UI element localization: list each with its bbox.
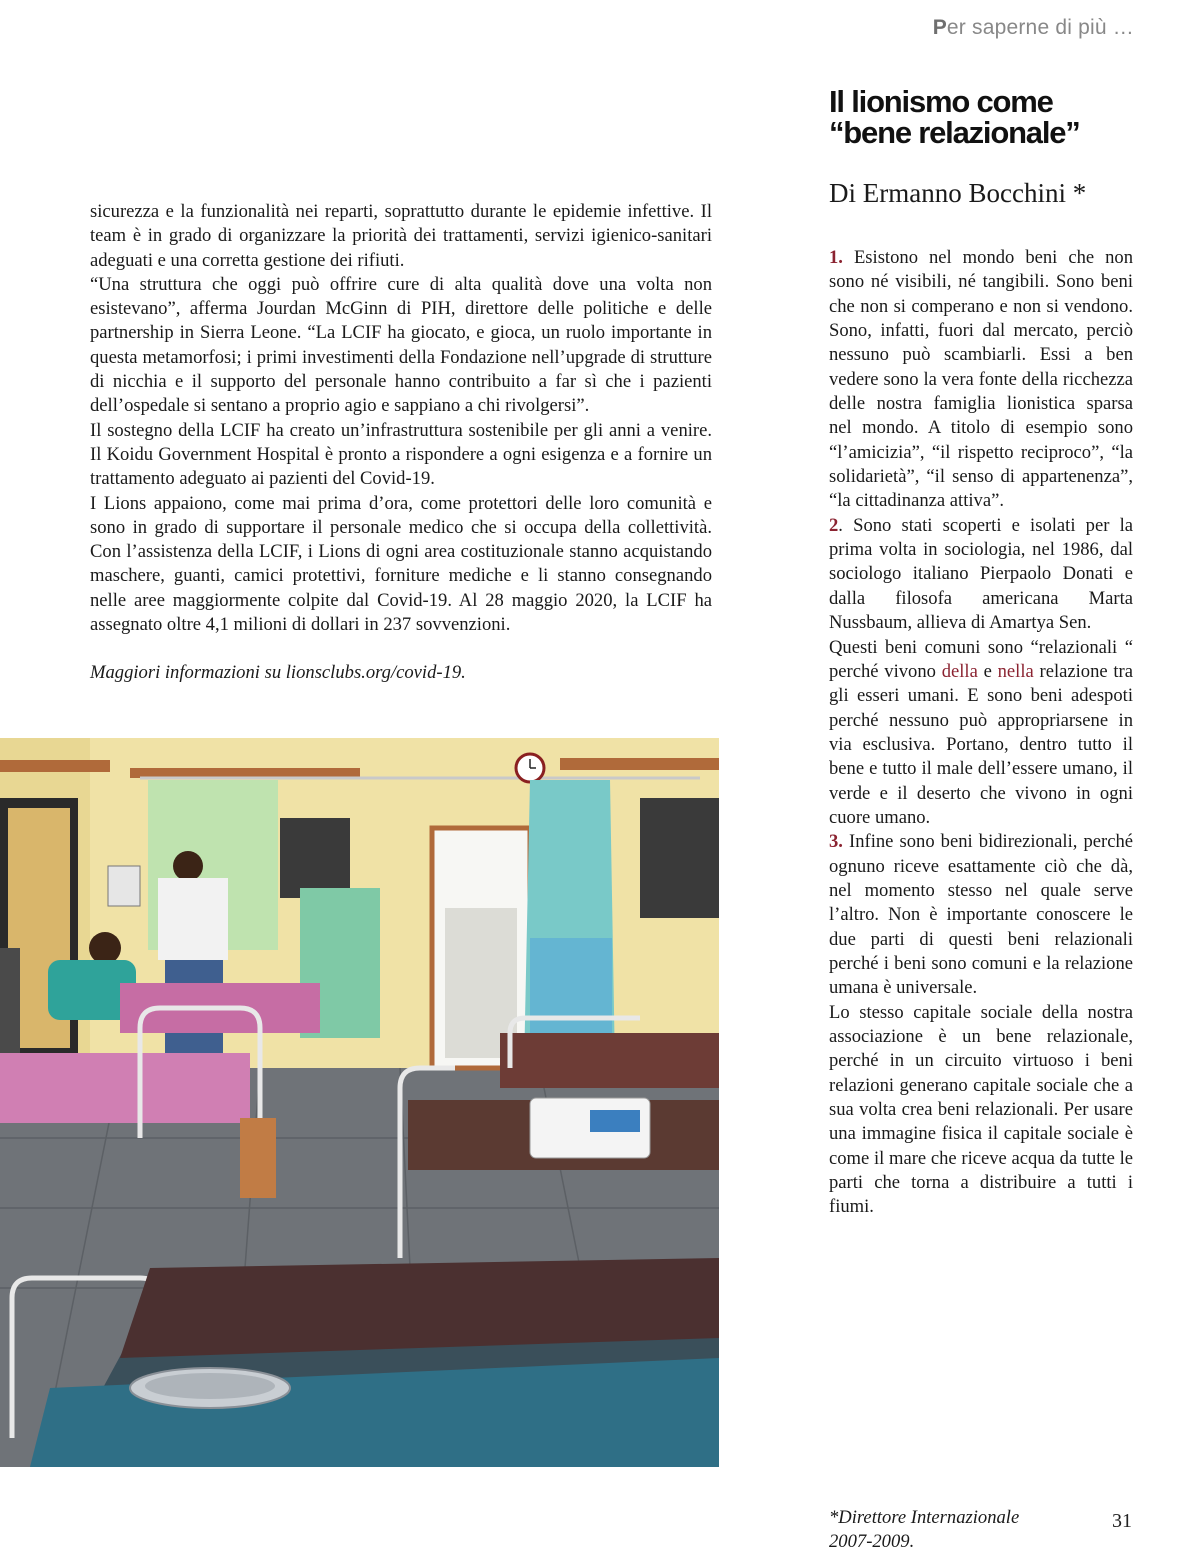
author-footnote [829,1506,1129,1554]
left-paragraph-1: sicurezza e la funzionalità nei reparti, soprattutto durante le epidemie infettive. Il team è in grado di organizzare la priorità dei trattamenti, servizi igienico-sanitari adeguati e una corretta gestione dei rifiuti. [90,201,712,271]
article-title [829,86,1134,148]
article-paragraph-2 [829,514,1133,636]
left-column [90,200,712,686]
article-title-line-2: “bene relazionale” [829,115,1080,150]
running-head [933,16,1134,40]
article-paragraph-5: Lo stesso capitale sociale della nostra associazione è un bene relazionale, perché in un circuito virtuoso i beni relazioni generano capitale sociale che a sua volta crea beni relazionali. Per usare una immagine fisica il capitale sociale è come il mare che riceve acqua da tutte le parti che torna a distribuire a tutti i fiumi. [829,1001,1133,1218]
point-number-3: 3. [829,831,843,853]
running-head-text: er saperne di più … [946,16,1134,39]
article-paragraph-3 [829,636,1133,831]
left-paragraph-4: I Lions appaiono, come mai prima d’ora, come protettori delle loro comunità e sono in grado di supportare il personale medico che si occupa della collettività. Con l’assistenza della LCIF, i Lions di ogni area costituzionale stanno acquistando maschere, guanti, camici protettivi, forniture mediche e li stanno consegnando nelle aree maggiormente colpite dal Covid-19. Al 28 maggio 2020, la LCIF ha assegnato oltre 4,1 milioni di dollari in 237 sovvenzioni. [90,492,712,636]
point-text-3: Infine sono beni bidirezionali, perché ognuno riceve esattamente ciò che dà, nel momento stesso nel quale serve l’altro. Non è importante conoscere le due parti di questi beni relazionali perché i beni sono comuni e la relazione umana è universale. [829,831,1133,999]
article-paragraph-1 [829,246,1133,514]
footnote-line-1: *Direttore Internazionale [829,1507,1020,1528]
paragraph-3-start: Questi beni comuni sono “relazionali “ perché vivono [829,636,1133,682]
page-number: 31 [1112,1510,1132,1532]
hospital-ward-photo [0,738,719,1467]
article-body [829,246,1133,1220]
point-text-2: . Sono stati scoperti e isolati per la prima volta in sociologia, nel 1986, dal sociologo italiano Pierpaolo Donati e dalla filosofa americana Marta Nussbaum, allieva di Amartya Sen. [829,514,1133,634]
left-paragraph-3: Il sostegno della LCIF ha creato un’infrastruttura sostenibile per gli anni a venire. Il Koidu Government Hospital è pronto a rispondere a ogni esigenza e a fornire un trattamento adeguato ai pazienti del Covid-19. [90,419,712,490]
article-paragraph-4 [829,830,1133,1000]
paragraph-3-conjunction: e [977,660,998,682]
paragraph-3-end: relazione tra gli esseri umani. E sono beni adespoti perché nessuno può appropriarsene in via esclusiva. Portano, dentro tutto il bene e tutto il male dell’essere umano, il verde e il deserto che vivono in ogni cuore umano. [829,660,1133,828]
point-number-2: 2 [829,514,839,536]
running-head-initial: P [932,16,947,39]
point-number-1: 1. [829,247,843,268]
footnote-line-2: 2007-2009. [829,1531,915,1552]
highlight-della: della [941,660,978,682]
more-info-line: Maggiori informazioni su lionsclubs.org/covid-19. [90,662,466,684]
byline: Di Ermanno Bocchini * [829,178,1087,208]
article-title-line-1: Il lionismo come [829,84,1053,119]
left-paragraph-2: “Una struttura che oggi può offrire cure di alta qualità dove una volta non esistevano”, afferma Jourdan McGinn di PIH, direttore delle politiche e delle partnership in Sierra Leone. “La LCIF ha giocato, e gioca, un ruolo importante in questa metamorfosi; i primi investimenti della Fondazione nell’upgrade di strutture di nicchia e il supporto del personale hanno contribuito a far sì che i pazienti dell’ospedale si sentano a proprio agio e sappiano a chi rivolgersi”. [90,273,712,417]
point-text-1: Esistono nel mondo beni che non sono né visibili, né tangibili. Sono beni che non si comperano e non si vendono. Sono, infatti, fuori dal mercato, perciò nessuno può scambiarli. Essi a ben vedere sono la vera fonte della ricchezza delle nostra famiglia lionistica sparsa nel mondo. A titolo di esempio sono “l’amicizia”, “il rispetto reciproco”, “la solidarietà”, “il senso di appartenenza”, “la cittadinanza attiva”. [829,247,1133,512]
highlight-nella: nella [997,660,1034,682]
